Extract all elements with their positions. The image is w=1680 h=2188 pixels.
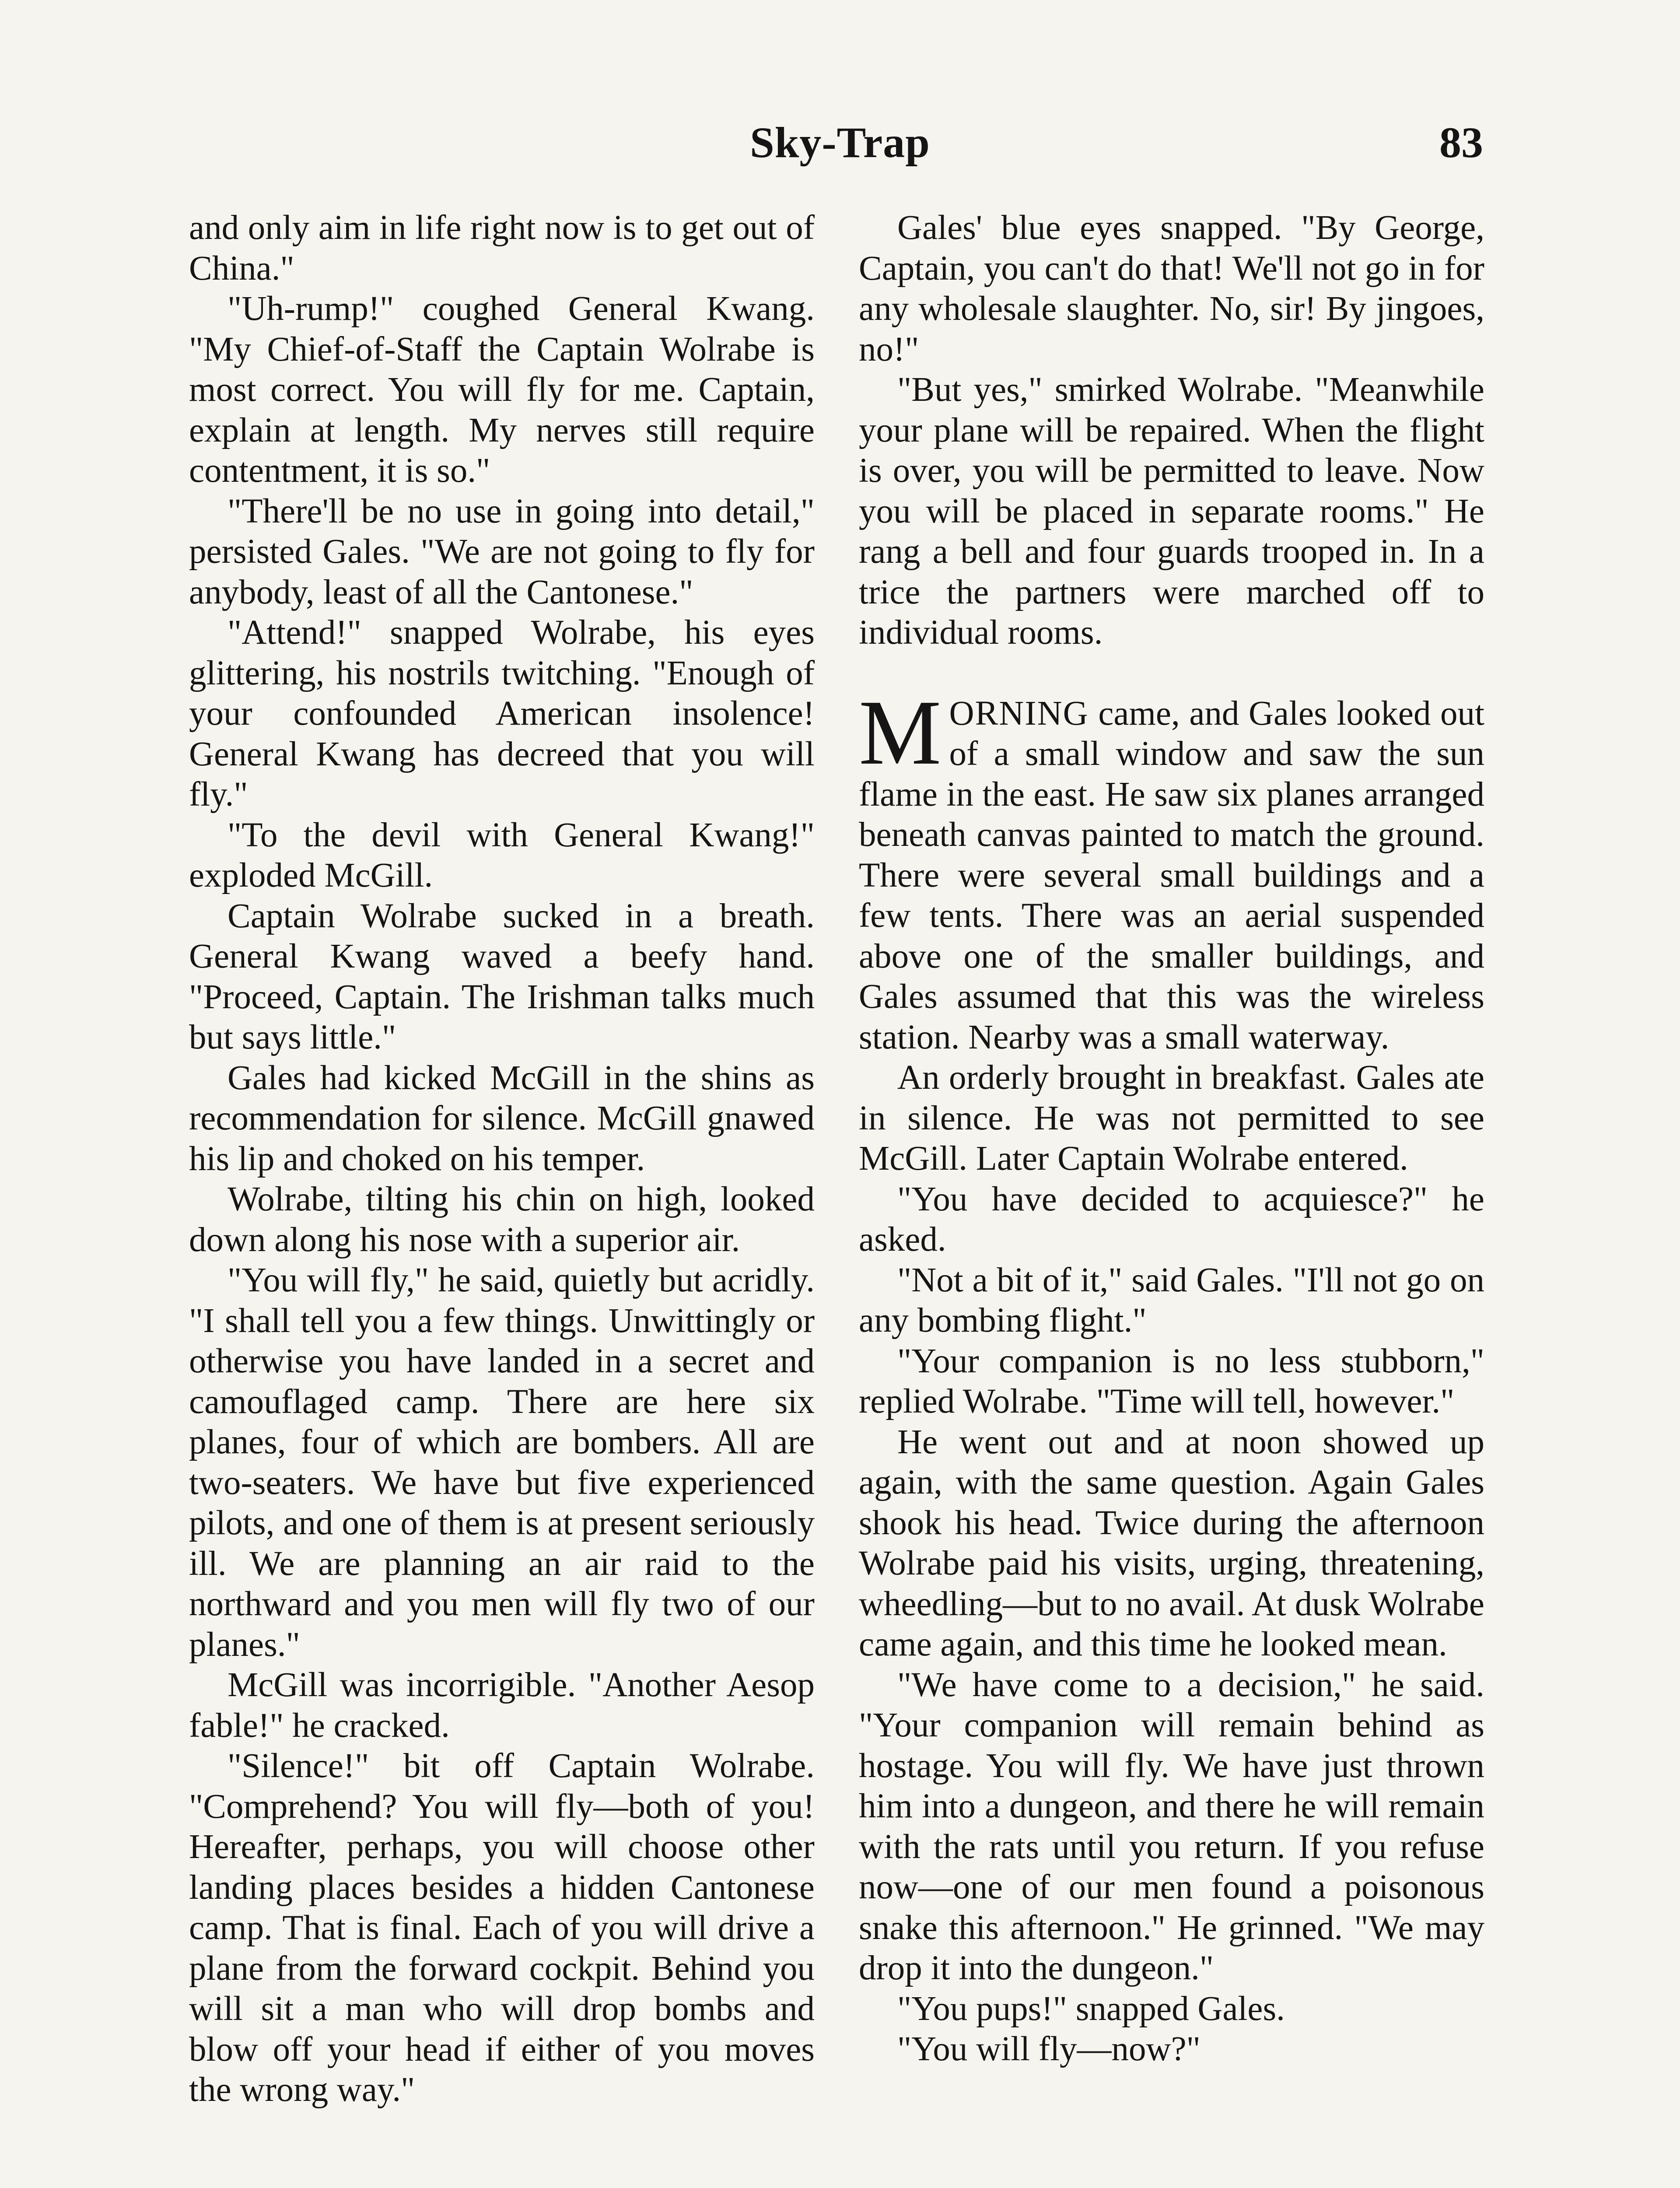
left-column: [189, 208, 815, 2111]
page-number: 83: [1439, 118, 1483, 167]
paragraph: "Not a bit of it," said Gales. "I'll not go on any bombing flight.": [859, 1261, 1484, 1339]
paragraph: McGill was incorrigible. "Another Aesop fable!" he cracked.: [189, 1666, 815, 1745]
paragraph: "Your companion is no less stubborn," replied Wolrabe. "Time will tell, however.": [859, 1342, 1484, 1420]
right-column-bottom: [859, 1058, 1484, 2070]
section-lead-caps: ORNING: [949, 694, 1089, 733]
section-opening-paragraph: [859, 680, 1484, 1058]
paragraph: "There'll be no use in going into detail," persisted Gales. "We are not going to fly for anybody, least of all the Cantonese.": [189, 492, 815, 611]
paragraph: and only aim in life right now is to get out of China.": [189, 209, 815, 288]
paragraph: He went out and at noon showed up again, with the same question. Again Gales shook his head. Twice during the afternoon Wolrabe paid his visits, urging, threatening, wheedling—but to no avail. At dusk Wolrabe came again, and this time he looked mean.: [859, 1423, 1484, 1663]
paragraph: Wolrabe, tilting his chin on high, looked down along his nose with a superior air.: [189, 1180, 815, 1259]
right-column: [859, 208, 1484, 2070]
right-column-top: [859, 208, 1484, 653]
paragraph: "You have decided to acquiesce?" he asked.: [859, 1180, 1484, 1259]
paragraph: "Uh-rump!" coughed General Kwang. "My Chief-of-Staff the Captain Wolrabe is most correct. You will fly for me. Captain, explain at length. My nerves still require contentment, it is so.": [189, 290, 815, 490]
paragraph: "You will fly," he said, quietly but acridly. "I shall tell you a few things. Unwittingly or otherwise you have landed in a secret and camouflaged camp. There are here six planes, four of which are bombers. All are two-seaters. We have but five experienced pilots, and one of them is at present seriously ill. We are planning an air raid to the northward and you men will fly two of our planes.": [189, 1261, 815, 1664]
paragraph: "You pups!" snapped Gales.: [897, 1989, 1285, 2028]
drop-cap: M: [859, 680, 942, 784]
paragraph: An orderly brought in breakfast. Gales ate in silence. He was not permitted to see McGill. Later Captain Wolrabe entered.: [859, 1059, 1484, 1178]
running-title: Sky-Trap: [750, 118, 930, 167]
paragraph: "You will fly—now?": [897, 2030, 1200, 2068]
paragraph: "Attend!" snapped Wolrabe, his eyes glittering, his nostrils twitching. "Enough of your confounded American insolence! General Kwang has decreed that you will fly.": [189, 614, 815, 813]
paragraph: Gales' blue eyes snapped. "By George, Captain, you can't do that! We'll not go in for any wholesale slaughter. No, sir! By jingoes, no!": [859, 209, 1484, 368]
paragraph: "We have come to a decision," he said. "Your companion will remain behind as hostage. You will fly. We have just thrown him into a dungeon, and there he will remain with the rats until you return. If you refuse now—one of our men found a poisonous snake this afternoon." He grinned. "We may drop it into the dungeon.": [859, 1666, 1484, 1987]
section-lead-text: came, and Gales looked out of a small window and saw the sun flame in the east. He saw six planes arranged beneath canvas painted to match the ground. There were several small buildings and a few tents. There was an aerial suspended above one of the smaller buildings, and Gales assumed that this was the wireless station. Nearby was a small waterway.: [859, 694, 1484, 1056]
paragraph: "To the devil with General Kwang!" exploded McGill.: [189, 816, 815, 894]
paragraph: Gales had kicked McGill in the shins as recommendation for silence. McGill gnawed his lip and choked on his temper.: [189, 1059, 815, 1178]
paragraph: "Silence!" bit off Captain Wolrabe. "Comprehend? You will fly—both of you! Hereafter, perhaps, you will choose other landing places besides a hidden Cantonese camp. That is final. Each of you will drive a plane from the forward cockpit. Behind you will sit a man who will drop bombs and blow off your head if either of you moves the wrong way.": [189, 1747, 815, 2109]
paragraph: "But yes," smirked Wolrabe. "Meanwhile your plane will be repaired. When the flight is over, you will be permitted to leave. Now you will be placed in separate rooms." He rang a bell and four guards trooped in. In a trice the partners were marched off to individual rooms.: [859, 371, 1484, 652]
paragraph: Captain Wolrabe sucked in a breath. General Kwang waved a beefy hand. "Proceed, Captain. The Irishman talks much but says little.": [189, 897, 815, 1056]
